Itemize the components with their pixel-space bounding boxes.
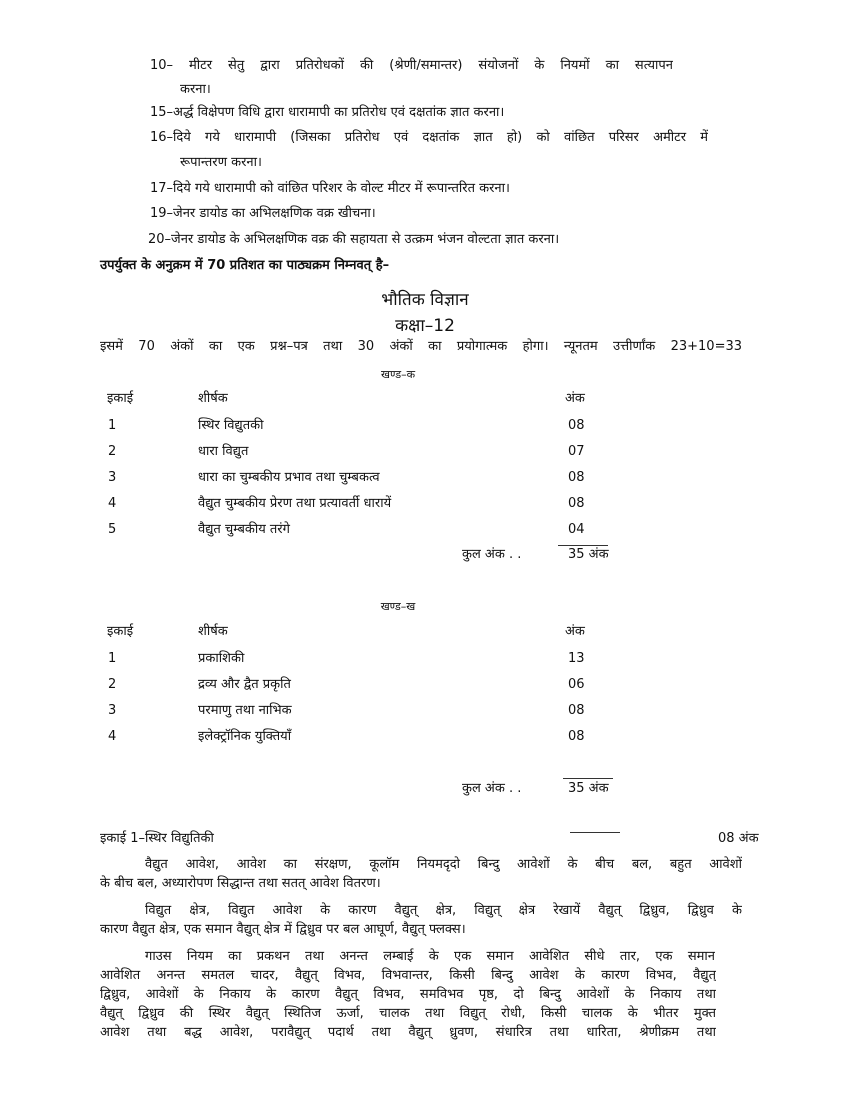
total-rule bbox=[563, 778, 613, 779]
practical-item: 10– मीटर सेतु द्वारा प्रतिरोधकों की (श्रेणी/समान्तर) संयोजनों के नियमों का सत्यापन bbox=[150, 58, 673, 73]
marks-note: इसमें 70 अंकों का एक प्रश्न–पत्र तथा 30 अंकों का प्रयोगात्मक होगा। न्यूनतम उत्तीर्णांक 23+10=33 bbox=[100, 339, 742, 354]
row-title: परमाणु तथा नाभिक bbox=[198, 703, 292, 718]
row-marks: 08 bbox=[568, 418, 585, 433]
practical-item: 19–जेनर डायोड का अभिलक्षणिक वक्र खीचना। bbox=[150, 206, 376, 221]
row-unit: 5 bbox=[108, 522, 117, 537]
row-title: इलेक्ट्रॉनिक युक्तियाँ bbox=[198, 729, 292, 744]
paragraph-line: कारण वैद्युत क्षेत्र, एक समान वैद्युत् क्षेत्र में द्विध्रुव पर बल आघूर्ण, वैद्युत् फ्लक्स। bbox=[100, 922, 466, 937]
practical-item-cont: रूपान्तरण करना। bbox=[180, 155, 262, 170]
row-unit: 3 bbox=[108, 470, 117, 485]
practical-item: 15–अर्द्ध विक्षेपण विधि द्वारा धारामापी का प्रतिरोध एवं दक्षतांक ज्ञात करना। bbox=[150, 105, 505, 120]
section-title: खण्ड–क bbox=[380, 368, 416, 381]
paragraph-line: गाउस नियम का प्रकथन तथा अनन्त लम्बाई के एक समान आवेशित सीधे तार, एक समान bbox=[145, 949, 715, 964]
row-marks: 08 bbox=[568, 729, 585, 744]
row-marks: 04 bbox=[568, 522, 585, 537]
row-marks: 08 bbox=[568, 496, 585, 511]
total-label: कुल अंक . . bbox=[462, 781, 522, 796]
paragraph-line: वैद्युत् द्विध्रुव की स्थिर वैद्युत् स्थितिज ऊर्जा, चालक तथा विद्युत् रोधी, किसी चालक के भीतर मुक्त bbox=[100, 1006, 716, 1021]
paragraph-line: आवेशित अनन्त समतल चादर, वैद्युत् विभव, विभवान्तर, किसी बिन्दु आवेश के कारण विभव, वैद्युत् bbox=[100, 968, 716, 983]
row-unit: 1 bbox=[108, 418, 117, 433]
row-title: द्रव्य और द्वैत प्रकृति bbox=[198, 677, 291, 692]
heading-rule bbox=[570, 832, 620, 833]
paragraph-line: आवेश तथा बद्ध आवेश, परावैद्युत् पदार्थ तथा वैद्युत् ध्रुवण, संधारित्र तथा धारिता, श्रेणीक्रम तथा bbox=[100, 1025, 716, 1040]
header-marks: अंक bbox=[565, 391, 585, 406]
paragraph-line: विद्युत क्षेत्र, विद्युत आवेश के कारण वैद्युत् क्षेत्र, विद्युत् क्षेत्र रेखायें वैद्युत् द्विध्रुव, द्विध्रुव के bbox=[145, 903, 742, 918]
header-unit: इकाई bbox=[107, 391, 134, 406]
header-marks: अंक bbox=[565, 624, 585, 639]
row-title: वैद्युत चुम्बकीय तरंगे bbox=[198, 522, 290, 537]
row-unit: 2 bbox=[108, 677, 117, 692]
intro-text: उपर्युक्त के अनुक्रम में 70 प्रतिशत का पाठ्यक्रम निम्नवत् है– bbox=[100, 258, 390, 273]
row-unit: 3 bbox=[108, 703, 117, 718]
row-title: धारा का चुम्बकीय प्रभाव तथा चुम्बकत्व bbox=[198, 470, 380, 485]
header-title: शीर्षक bbox=[198, 391, 228, 406]
practical-item: 16–दिये गये धारामापी (जिसका प्रतिरोध एवं दक्षतांक ज्ञात हो) को वांछित परिसर अमीटर में bbox=[150, 130, 708, 145]
unit1-marks: 08 अंक bbox=[718, 831, 759, 846]
section-title: खण्ड–ख bbox=[380, 600, 416, 613]
class-title: कक्षा–12 bbox=[395, 316, 455, 336]
header-unit: इकाई bbox=[107, 624, 134, 639]
row-unit: 4 bbox=[108, 496, 117, 511]
row-title: प्रकाशिकी bbox=[198, 651, 245, 666]
row-unit: 4 bbox=[108, 729, 117, 744]
header-title: शीर्षक bbox=[198, 624, 228, 639]
total-value: 35 अंक bbox=[568, 781, 609, 796]
practical-item: 17–दिये गये धारामापी को वांछित परिशर के वोल्ट मीटर में रूपान्तरित करना। bbox=[150, 181, 510, 196]
row-marks: 08 bbox=[568, 470, 585, 485]
paragraph-line: द्विध्रुव, आवेशों के निकाय के कारण वैद्युत् विभव, समविभव पृष्ठ, दो बिन्दु आवेशों के निकाय तथा bbox=[100, 987, 716, 1002]
row-unit: 1 bbox=[108, 651, 117, 666]
total-value: 35 अंक bbox=[568, 547, 609, 562]
paragraph-line: के बीच बल, अध्यारोपण सिद्धान्त तथा सतत् आवेश वितरण। bbox=[100, 876, 381, 891]
unit1-heading: इकाई 1–स्थिर विद्युतिकी bbox=[100, 831, 214, 846]
row-unit: 2 bbox=[108, 444, 117, 459]
subject-title: भौतिक विज्ञान bbox=[381, 290, 469, 310]
paragraph-line: वैद्युत आवेश, आवेश का संरक्षण, कूलॉम नियमदृदो बिन्दु आवेशों के बीच बल, बहुत आवेशों bbox=[145, 857, 742, 872]
row-title: वैद्युत चुम्बकीय प्रेरण तथा प्रत्यावर्ती धारायें bbox=[198, 496, 392, 511]
practical-item-cont: करना। bbox=[180, 82, 211, 97]
row-marks: 07 bbox=[568, 444, 585, 459]
total-label: कुल अंक . . bbox=[462, 547, 522, 562]
row-marks: 08 bbox=[568, 703, 585, 718]
row-title: धारा विद्युत bbox=[198, 444, 249, 459]
row-marks: 13 bbox=[568, 651, 585, 666]
practical-item: 20–जेनर डायोड के अभिलक्षणिक वक्र की सहायता से उत्क्रम भंजन वोल्टता ज्ञात करना। bbox=[148, 232, 560, 247]
row-title: स्थिर विद्युतकी bbox=[198, 418, 264, 433]
row-marks: 06 bbox=[568, 677, 585, 692]
